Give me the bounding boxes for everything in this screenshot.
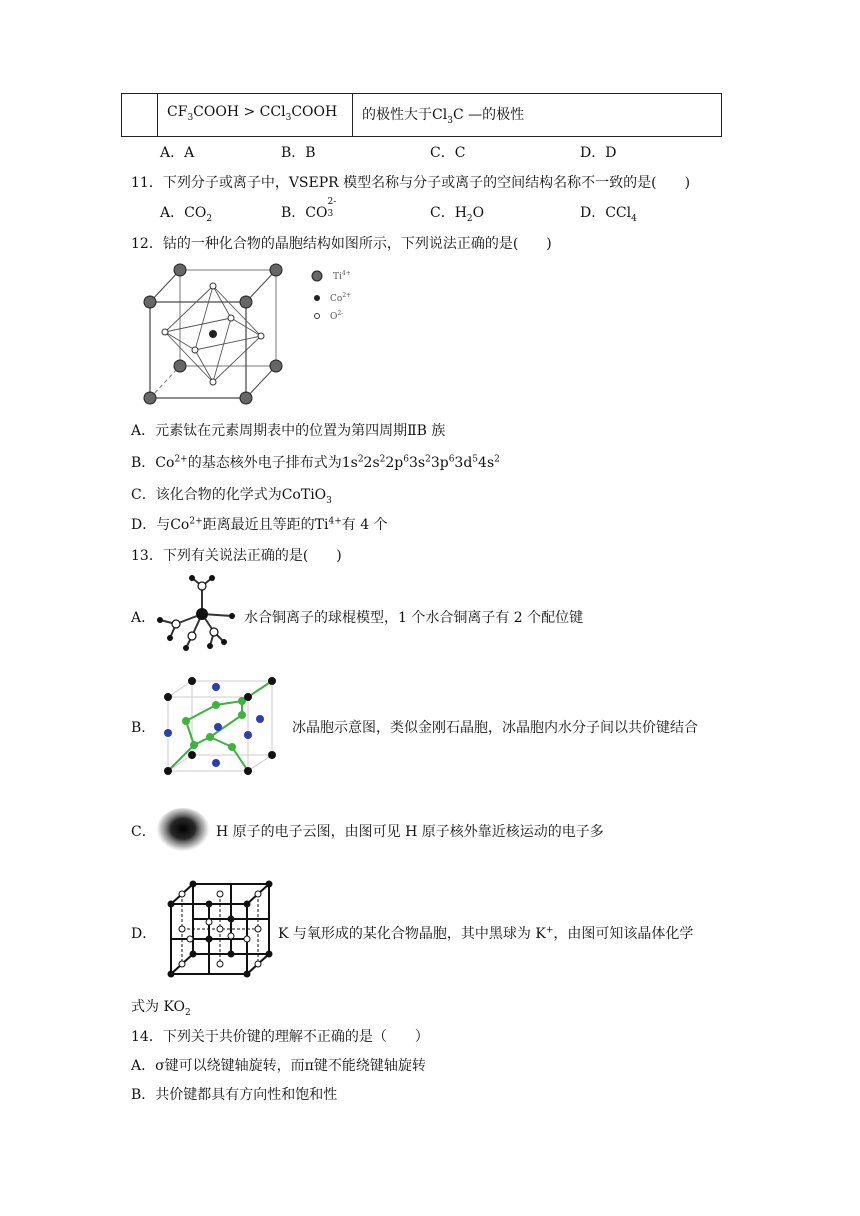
legend-ti-marker	[312, 271, 322, 281]
q13-option-d-label[interactable]: D．	[131, 926, 157, 942]
table-row	[121, 93, 722, 137]
q13-option-c-text: H 原子的电子云图，由图可见 H 原子核外靠近核运动的电子多	[216, 824, 604, 840]
q13-option-a-text: 水合铜离子的球棍模型，1 个水合铜离子有 2 个配位键	[244, 610, 584, 626]
q13-option-b-text: 冰晶胞示意图，类似金刚石晶胞，冰晶胞内水分子间以共价键结合	[292, 720, 698, 736]
potassium-oxide-crystal-cell	[165, 878, 275, 978]
q13-option-a-label[interactable]: A．	[131, 610, 156, 626]
table-formula-cell: $CF_3COOH$ > CCl$_3$COOH	[167, 104, 338, 123]
q12-option-a[interactable]: A．元素钛在元素周期表中的位置为第四周期ⅡB 族	[131, 423, 446, 439]
q12-stem: 12．钴的一种化合物的晶胞结构如图所示，下列说法正确的是( )	[131, 236, 552, 252]
q14-option-b[interactable]: B．共价键都具有方向性和饱和性	[131, 1087, 338, 1103]
crystal-cell-figure	[135, 260, 355, 410]
q12-option-c[interactable]: C．该化合物的化学式为CoTiO$_3$	[131, 487, 332, 506]
legend-co-label: $Co^{2+}$	[330, 292, 352, 304]
q11-option-c[interactable]: C．$H_2O$	[430, 205, 485, 224]
q13-option-c-label[interactable]: C．	[131, 824, 156, 840]
q13-option-b-label[interactable]: B．	[131, 720, 156, 736]
q10-option-d[interactable]: D．D	[580, 145, 617, 161]
q13-stem: 13．下列有关说法正确的是( )	[131, 548, 342, 564]
q13-option-d-continuation: 式为 $KO_2$	[131, 999, 191, 1018]
q10-option-a[interactable]: A．A	[160, 145, 195, 161]
q10-option-c[interactable]: C．C	[430, 145, 466, 161]
table-divider	[352, 94, 353, 136]
legend-co-marker	[314, 295, 320, 301]
q10-option-b[interactable]: B．B	[281, 145, 316, 161]
electron-cloud-image	[155, 808, 211, 858]
q13-option-d-text: K 与氧形成的某化合物晶胞，其中黑球为 K+，由图可知该晶体化学	[278, 925, 694, 942]
ice-crystal-cell	[160, 675, 282, 779]
q11-option-b[interactable]: B．CO 2- 3	[281, 197, 337, 221]
q12-option-d[interactable]: D．与$Co^{2+}$距离最近且等距的$Ti^{4+}$有 4 个	[131, 516, 388, 533]
q12-option-b[interactable]: B．$Co^{2+}$的基态核外电子排布式为$1s^22s^22p^63s^23p^63d^54s^2$	[131, 454, 500, 471]
legend-o-label: $O^{2-}$	[330, 310, 344, 322]
table-divider	[157, 94, 158, 136]
q14-stem: 14．下列关于共价键的理解不正确的是（ ）	[131, 1029, 429, 1045]
legend-ti-label: $Ti^{4+}$	[333, 270, 351, 282]
legend-o-marker	[315, 314, 320, 319]
q14-option-a[interactable]: A．σ键可以绕键轴旋转，而π键不能绕键轴旋转	[131, 1058, 426, 1074]
q11-option-d[interactable]: D．CCl$_4$	[580, 205, 637, 224]
q11-option-a[interactable]: A．$CO_2$	[160, 205, 213, 224]
table-reason-cell: 的极性大于$Cl_3C$ —的极性	[362, 107, 525, 126]
hydrated-copper-ion-model	[152, 572, 242, 652]
q11-stem: 11．下列分子或离子中，VSEPR 模型名称与分子或离子的空间结构名称不一致的是( )	[131, 175, 691, 191]
